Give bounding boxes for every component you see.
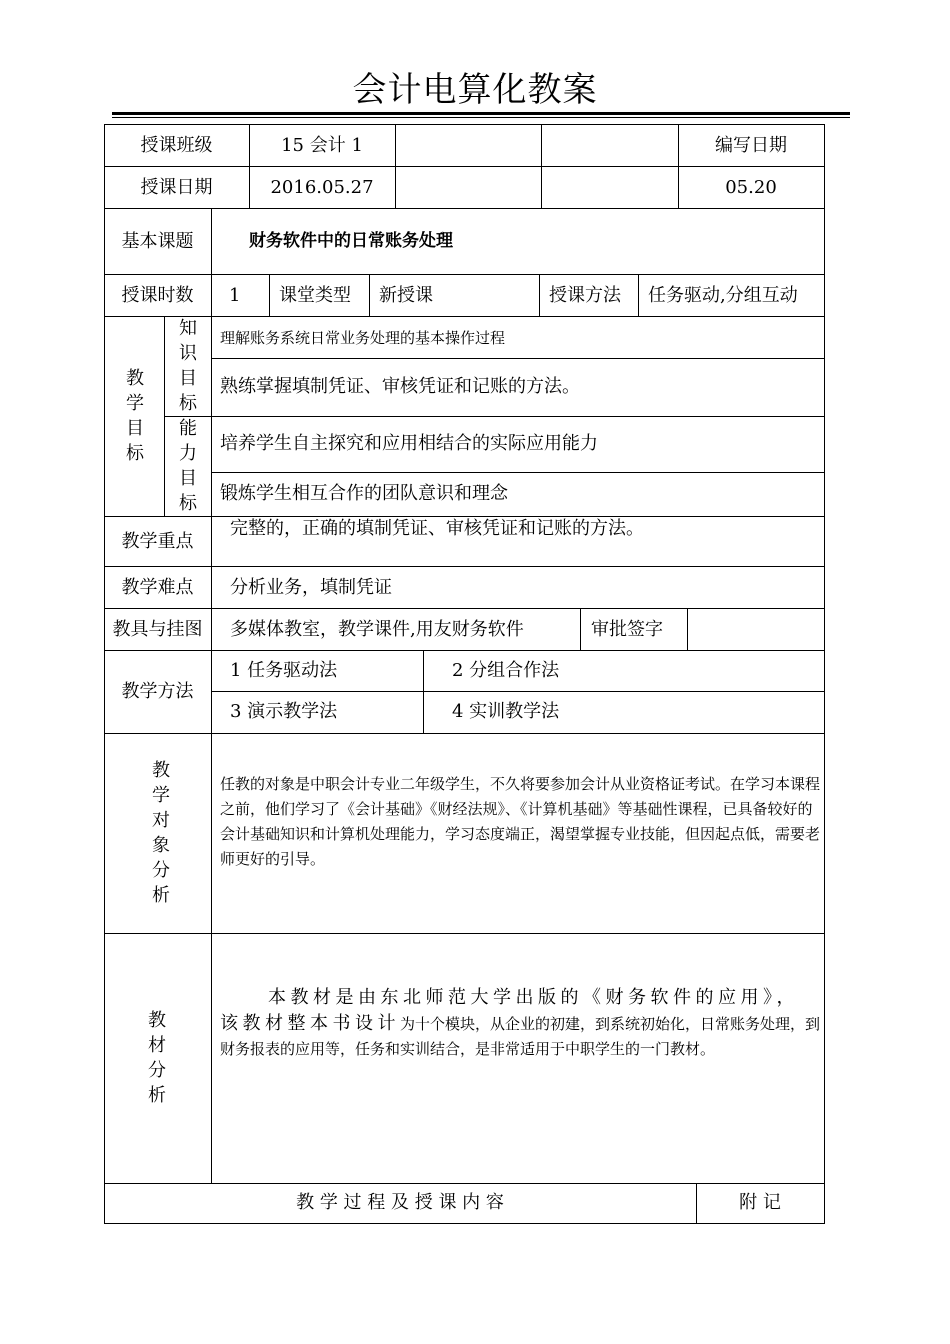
method-item: 1 任务驱动法 (230, 660, 338, 681)
notes-header: 附 记 (739, 1192, 781, 1213)
method-item: 4 实训教学法 (452, 701, 560, 722)
blank-cell (542, 167, 678, 208)
process-content-header: 教 学 过 程 及 授 课 内 容 (296, 1192, 504, 1213)
page-title: 会计电算化教案 (352, 70, 598, 110)
knowledge-goal-label: 知识目标 (179, 318, 197, 414)
topic-label: 基本课题 (121, 231, 194, 252)
tools-label: 教具与挂图 (112, 619, 203, 640)
method-item: 2 分组合作法 (452, 660, 560, 681)
approve-label: 审批签字 (591, 619, 663, 640)
class-type-label: 课堂类型 (279, 285, 351, 306)
blank-cell (542, 125, 678, 166)
method-item: 3 演示教学法 (230, 701, 338, 722)
key-point-value: 完整的，正确的填制凭证、审核凭证和记账的方法。 (230, 518, 644, 539)
student-analysis-label: 教学对象分析 (152, 760, 170, 906)
material-analysis-lead: 本教材是由东北师范大学出版的《财务软件的应用》，该教材整本书设计 (220, 987, 799, 1034)
class-type-value: 新授课 (379, 285, 433, 306)
title-rule-thin (112, 117, 850, 118)
title-rule-thick (112, 112, 850, 115)
ability-goal-2: 锻炼学生相互合作的团队意识和理念 (220, 483, 508, 504)
method-label: 授课方法 (549, 285, 621, 306)
difficulty-label: 教学难点 (121, 577, 194, 598)
student-analysis-text: 任教的对象是中职会计专业二年级学生，不久将要参加会计从业资格证考试。在学习本课程之前，他们学习了《会计基础》《财经法规》、《计算机基础》等基础性课程，已具备较好的会计基础知识和计算机处理能力，学习态度端正，渴望掌握专业技能，但因起点低，需要老师更好的引导。 (220, 775, 821, 868)
write-date-value: 05.20 (725, 177, 777, 198)
hours-label: 授课时数 (121, 285, 194, 306)
material-analysis-text (220, 985, 820, 1062)
blank-cell (396, 125, 541, 166)
ability-goal-1: 培养学生自主探究和应用相结合的实际应用能力 (220, 433, 598, 454)
teaching-methods-label: 教学方法 (121, 681, 194, 702)
knowledge-goal-1: 理解账务系统日常业务处理的基本操作过程 (220, 329, 506, 347)
topic-value: 财务软件中的日常账务处理 (249, 231, 453, 251)
write-date-label: 编写日期 (715, 135, 787, 156)
knowledge-goal-2: 熟练掌握填制凭证、审核凭证和记账的方法。 (220, 376, 580, 397)
blank-cell (396, 167, 541, 208)
lesson-date-label: 授课日期 (140, 177, 213, 198)
material-analysis-label: 教材分析 (148, 1010, 166, 1106)
difficulty-value: 分析业务，填制凭证 (230, 577, 392, 598)
method-value: 任务驱动,分组互动 (648, 285, 798, 306)
material-analysis-rest: 为十个模块，从企业的初建，到系统初始化，日常账务处理，到财务报表的应用等，任务和实训结合，是非常适用于中职学生的一门教材。 (220, 1015, 821, 1058)
class-label: 授课班级 (140, 135, 213, 156)
hours-value: 1 (229, 285, 241, 306)
goals-label: 教学目标 (126, 368, 144, 464)
key-point-label: 教学重点 (121, 531, 194, 552)
lesson-date-value: 2016.05.27 (270, 177, 374, 198)
tools-value: 多媒体教室，教学课件,用友财务软件 (230, 619, 524, 640)
ability-goal-label: 能力目标 (179, 418, 197, 514)
class-value: 15 会计 1 (281, 135, 363, 156)
